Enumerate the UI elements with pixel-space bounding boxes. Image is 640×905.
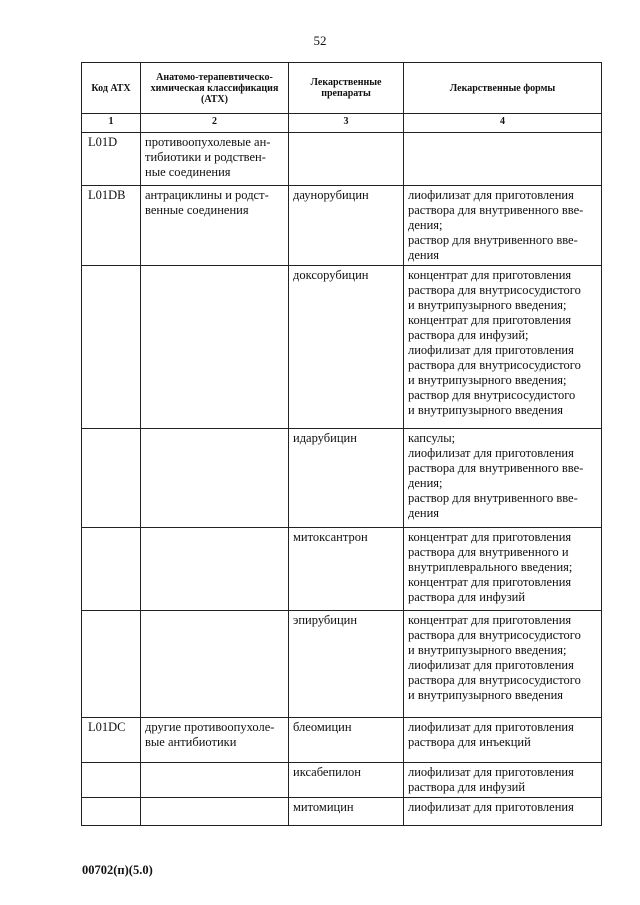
forms-cell — [404, 528, 602, 611]
cell-line: дения — [408, 248, 440, 262]
column-number: 4 — [404, 114, 602, 133]
cell-line: и внутрипузырного введения; — [408, 643, 567, 657]
forms-cell — [404, 186, 602, 266]
forms-cell — [404, 266, 602, 429]
atx-code-cell — [82, 266, 141, 429]
drug-cell — [289, 763, 404, 798]
column-number: 2 — [141, 114, 289, 133]
table-row — [82, 186, 602, 266]
column-number: 3 — [289, 114, 404, 133]
forms-cell — [404, 798, 602, 826]
drug-name: даунорубицин — [293, 188, 369, 202]
atx-code-cell — [82, 133, 141, 186]
drug-cell — [289, 528, 404, 611]
cell-line: концентрат для приготовления — [408, 613, 572, 627]
cell-line: раствора для внутривенного вве- — [408, 461, 584, 475]
classification-cell — [141, 429, 289, 528]
cell-line: капсулы; — [408, 431, 456, 445]
drug-cell — [289, 429, 404, 528]
drug-name: митоксантрон — [293, 530, 368, 544]
cell-line: и внутрипузырного введения — [408, 403, 564, 417]
drug-cell — [289, 611, 404, 718]
cell-line: лиофилизат для приготовления — [408, 446, 574, 460]
header-classification: Анатомо-терапевтическо-химическая классификация (АТХ) — [141, 63, 289, 114]
classification-cell — [141, 798, 289, 826]
drug-name: иксабепилон — [293, 765, 361, 779]
classification-cell — [141, 133, 289, 186]
atx-code-cell — [82, 186, 141, 266]
cell-line: дения — [408, 506, 440, 520]
forms-cell — [404, 429, 602, 528]
classification-cell — [141, 611, 289, 718]
classification-cell — [141, 528, 289, 611]
cell-line: лиофилизат для приготовления — [408, 658, 574, 672]
forms-cell — [404, 611, 602, 718]
table-row — [82, 528, 602, 611]
cell-line: раствора для внутрисосудистого — [408, 628, 581, 642]
classification-cell — [141, 763, 289, 798]
forms-cell — [404, 133, 602, 186]
atx-code: L01DC — [88, 720, 126, 734]
classification-cell — [141, 718, 289, 763]
cell-line: концентрат для приготовления — [408, 313, 572, 327]
atx-code: L01DB — [88, 188, 126, 202]
cell-line: раствора для внутрисосудистого — [408, 673, 581, 687]
forms-cell — [404, 718, 602, 763]
cell-line: лиофилизат для приготовления — [408, 720, 574, 734]
cell-line: лиофилизат для приготовления — [408, 765, 574, 779]
classification-cell — [141, 186, 289, 266]
cell-line: раствора для инфузий — [408, 590, 526, 604]
table-row — [82, 429, 602, 528]
table-row — [82, 798, 602, 826]
drug-cell — [289, 798, 404, 826]
atx-code: L01D — [88, 135, 118, 149]
cell-line: раствора для инфузий; — [408, 328, 529, 342]
cell-line: другие противоопухоле- — [145, 720, 275, 734]
cell-line: венные соединения — [145, 203, 249, 217]
cell-line: и внутрипузырного введения; — [408, 373, 567, 387]
drug-name: эпирубицин — [293, 613, 358, 627]
document-footer-code: 00702(п)(5.0) — [82, 863, 153, 877]
drug-cell — [289, 186, 404, 266]
cell-line: раствора для внутрисосудистого — [408, 358, 581, 372]
atx-code-cell — [82, 763, 141, 798]
page-number: 52 — [313, 33, 327, 48]
cell-line: антрациклины и родст- — [145, 188, 269, 202]
cell-line: концентрат для приготовления — [408, 530, 572, 544]
cell-line: и внутрипузырного введения — [408, 688, 564, 702]
drug-name: идарубицин — [293, 431, 357, 445]
cell-line: концентрат для приготовления — [408, 575, 572, 589]
drug-name: блеомицин — [293, 720, 352, 734]
cell-line: раствора для инфузий — [408, 780, 526, 794]
header-row — [82, 63, 602, 114]
atx-table — [81, 62, 602, 826]
atx-code-cell — [82, 798, 141, 826]
drug-cell — [289, 133, 404, 186]
drug-cell — [289, 718, 404, 763]
cell-line: лиофилизат для приготовления — [408, 188, 574, 202]
drug-name: митомицин — [293, 800, 354, 814]
cell-line: концентрат для приготовления — [408, 268, 572, 282]
cell-line: тибиотики и родствен- — [145, 150, 266, 164]
cell-line: противоопухолевые ан- — [145, 135, 271, 149]
table-row — [82, 266, 602, 429]
table-row — [82, 763, 602, 798]
cell-line: раствора для инъекций — [408, 735, 531, 749]
header-code: Код АТХ — [82, 63, 141, 114]
column-number-row — [82, 114, 602, 133]
atx-code-cell — [82, 528, 141, 611]
classification-cell — [141, 266, 289, 429]
cell-line: и внутрипузырного введения; — [408, 298, 567, 312]
atx-code-cell — [82, 429, 141, 528]
atx-code-cell — [82, 718, 141, 763]
drug-cell — [289, 266, 404, 429]
table-row — [82, 718, 602, 763]
table-row — [82, 133, 602, 186]
cell-line: вые антибиотики — [145, 735, 237, 749]
cell-line: ные соединения — [145, 165, 231, 179]
header-forms: Лекарственные формы — [404, 63, 602, 114]
cell-line: дения; — [408, 476, 443, 490]
forms-cell — [404, 763, 602, 798]
column-number: 1 — [82, 114, 141, 133]
cell-line: лиофилизат для приготовления — [408, 800, 574, 814]
atx-code-cell — [82, 611, 141, 718]
cell-line: раствор для внутривенного вве- — [408, 233, 578, 247]
cell-line: раствора для внутрисосудистого — [408, 283, 581, 297]
cell-line: раствора для внутривенного и — [408, 545, 569, 559]
drug-name: доксорубицин — [293, 268, 369, 282]
cell-line: раствор для внутривенного вве- — [408, 491, 578, 505]
cell-line: лиофилизат для приготовления — [408, 343, 574, 357]
cell-line: внутриплеврального введения; — [408, 560, 573, 574]
cell-line: дения; — [408, 218, 443, 232]
table-row — [82, 611, 602, 718]
cell-line: раствора для внутривенного вве- — [408, 203, 584, 217]
header-drugs: Лекарственные препараты — [289, 63, 404, 114]
cell-line: раствор для внутрисосудистого — [408, 388, 576, 402]
